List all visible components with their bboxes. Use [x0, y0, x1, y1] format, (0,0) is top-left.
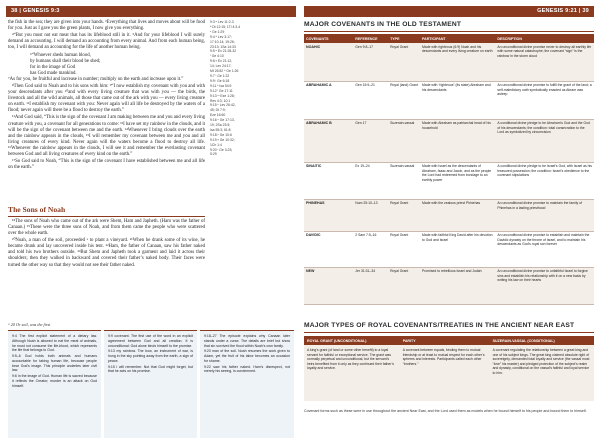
poem-line: by humans shall their blood be shed;: [30, 58, 101, 64]
table-row: [304, 162, 594, 199]
covenant-type: Suzerain-vassal: [388, 119, 420, 162]
study-note: 9:6 in the image of God. Human life is sacred because it reflects the Creator; murder is an attack on God himself.: [12, 374, 97, 388]
covenant-type: Royal (land) Grant: [388, 81, 420, 119]
covenant-reference: Ex 19–24: [353, 162, 388, 199]
xref-line: 17:10-14; 19:26;: [210, 39, 235, 44]
covenant-type: Royal Grant: [388, 199, 420, 231]
covenant-name: ABRAHAMIC A: [304, 81, 353, 119]
covenant-description: A conditional divine pledge to be Israel’s God, with Israel as his treasured possession; the condition: Israel’s obedience to the covenant stipulations: [495, 162, 594, 199]
covenant-type: Royal Grant: [388, 231, 420, 267]
study-note: 9:5–6 God holds both animals and humans accountable for taking human life, because people bear God’s image. This principle underlies later civil law.: [12, 354, 97, 373]
parity-description: A covenant between equals, binding them to mutual friendship or at least to mutual respect for each other’s spheres and interests. Participants called each other “brothers.”: [400, 345, 490, 401]
running-header-right: GENESIS 9:21 | 39: [304, 6, 594, 17]
xref-line: 9:12 ˡ Ge 17:11: [210, 88, 233, 93]
covenants-table-title: MAJOR COVENANTS IN THE OLD TESTAMENT: [304, 21, 462, 28]
covenant-participant: Made with faithful King David after his devotion to God and Israel: [420, 231, 495, 267]
covenant-reference: 2 Sam 7:5–16: [353, 231, 388, 267]
column-header: SUZERAIN-VASSAL (CONDITIONAL): [490, 336, 594, 345]
covenant-participant: Made with Israel as the descendants of Abraham, Isaac and Jacob, and as the people the Lord had redeemed from bondage to an earthly power: [420, 162, 495, 199]
verse-paragraph: ²⁰Noah, a man of the soil, proceeded ᵃ to plant a vineyard. ²¹When he drank some of its wine, he became drunk and lay uncovered inside his tent. ²²Ham, the father of Canaan, saw his father naked and told his two brothers outside. ²³But Shem and Japheth took a garment and laid it across their shoulders; then they walked in backward and covered their father’s naked body. Their faces were turned the other way so that they would not see their father naked.: [8, 238, 205, 268]
study-note: 9:20 man of the soil. Noah resumes the work given to Adam, yet the fruit of his labor becomes an occasion for shame.: [204, 349, 290, 363]
xref-line: 9:6 ᵍ Ex 21:12,: [210, 59, 233, 64]
xref-line: Mt 26:52 ʰ Ge 1:26: [210, 69, 239, 74]
column-header: PARTICIPANT: [420, 34, 495, 43]
verse-paragraph: ¹⁸The sons of Noah who came out of the ark were Shem, Ham and Japheth. (Ham was the father of Canaan.) ¹⁹These were the three sons of Noah, and from them came the people who were scattered over the whole earth.: [8, 219, 205, 237]
section-divider: [8, 216, 205, 217]
table-row: [304, 199, 594, 231]
poem-line: ⁶“Whoever sheds human blood,: [30, 52, 91, 58]
table-note: Covenant forms such as these were in use throughout the ancient Near East, and the Lord used them as models when he bound himself to his people and bound them to himself.: [304, 409, 587, 413]
xref-line: 9:15 ⁿ Lev 26:42,: [210, 103, 236, 108]
table-header-row: [304, 34, 594, 43]
verse-paragraph: ¹²And God said, “This is the sign of the covenant I am making between me and you and every living creature with you, a covenant for all generations to come: ¹³I have set my rainbow in the clouds, and it will be the sign of the covenant between me and the earth. ¹⁴Whenever I bring clouds over the earth and the rainbow appears in the clouds, ¹⁵I will remember my covenant between me and you and all living creatures of every kind. Never again will the waters become a flood to destroy all life. ¹⁶Whenever the rainbow appears in the clouds, I will see it and remember the everlasting covenant between God and all living creatures of every kind on the earth.”: [8, 115, 205, 157]
poem-line: for in the image of God: [30, 64, 76, 70]
covenant-name: ABRAHAMIC B: [304, 119, 353, 162]
verse-paragraph: ⁷As for you, be fruitful and increase in number; multiply on the earth and increase upon it.”: [8, 76, 184, 82]
covenant-name: NEW: [304, 267, 353, 304]
xref-line: 5:29: [210, 152, 217, 157]
table-row: [304, 81, 594, 119]
covenant-reference: Num 25:10–13: [353, 199, 388, 231]
verse-paragraph: ⁴“But you must not eat meat that has its lifeblood still in it. ⁵And for your lifeblood I will surely demand an accounting. I will demand an accounting from every animal. And from each human being, too, I will demand an accounting for the life of another human being.: [8, 33, 205, 51]
column-header: ROYAL GRANT (UNCONDITIONAL): [304, 336, 400, 345]
table-row: [304, 231, 594, 267]
covenant-reference: Gen 9:8–17: [353, 43, 388, 81]
xref-line: Isa 55:3; 61:8: [210, 127, 231, 132]
royal-grant-description: A king’s grant (of land or some other benefit) to a loyal servant for faithful or exceptional service. The grant was normally perpetual and unconditional, but the servant’s heirs benefited from it only as they continued their father’s loyalty and service.: [304, 345, 400, 401]
covenant-participant: Made with Abraham as patriarchal head of his household: [420, 119, 495, 162]
covenant-type: Suzerain-vassal: [388, 162, 420, 199]
xref-line: 9:18 ᵖ Ge 10:6: [210, 132, 232, 137]
poem-line: has God made mankind.: [30, 70, 77, 76]
study-note: 9:13 my rainbow. The bow, an instrument of war, is hung in the sky pointing away from the earth, a sign of peace.: [108, 349, 193, 363]
xref-line: 9:20 ʳ Ge 3:23;: [210, 147, 233, 152]
study-notes-column-2: [104, 330, 197, 438]
xref-line: 19; 2Sa 23:5;: [210, 123, 231, 128]
covenant-description: An unconditional divine promise to establish and maintain the Davidic dynasty on the throne of Israel, and to maintain his descendants as God’s royal son forever: [495, 231, 594, 267]
table-row: [304, 43, 594, 81]
xref-line: 14; Lev 24:17;: [210, 64, 232, 69]
xref-line: 9:4 ᵈ Lev 3:17;: [210, 34, 232, 39]
xref-line: Rev 4:3; 10:1: [210, 98, 231, 103]
xref-line: 9:3 ᵃ Lev 11:2-3: [210, 20, 234, 24]
royal-types-title: MAJOR TYPES OF ROYAL COVENANTS/TREATIES IN THE ANCIENT NEAR EAST: [304, 322, 575, 329]
covenant-reference: Gen 15:9–21: [353, 81, 388, 119]
xref-line: 9:9 ʲ Ge 6:18: [210, 78, 230, 83]
covenant-type: Royal Grant: [388, 43, 420, 81]
xref-line: ᵇ Dt 12:15; 1Ti 4:3-4: [210, 24, 241, 29]
column-header: COVENANTS: [304, 34, 353, 43]
covenant-participant: Made with righteous (6:9) Noah and his descendants and every living creature on earth: [420, 43, 495, 81]
study-notes-column-1: [8, 330, 101, 438]
covenant-name: DAVIDIC: [304, 231, 353, 267]
xref-line: 9:11 ᵏ Isa 54:9: [210, 83, 232, 88]
column-header: TYPE: [388, 34, 420, 43]
study-note: 9:9 covenant. The first use of the word in an explicit agreement between God and all creation. It is unconditional: God alone binds himself to the promise.: [108, 334, 193, 348]
table-row: [304, 345, 594, 401]
verse-paragraph: the fish in the sea; they are given into your hands. ³Everything that lives and moves about will be food for you. Just as I gave you the green plants, I now give you everything.: [8, 20, 205, 32]
footnote: ᵃ 20 Or soil, was the first: [8, 322, 51, 327]
royal-types-table: [304, 336, 594, 401]
column-header: PARITY: [400, 336, 490, 345]
xref-line: ᶠ Ge 4:10: [210, 54, 224, 59]
verse-paragraph: ⁸Then God said to Noah and to his sons with him: ⁹“I now establish my covenant with you and with your descendants after you ¹⁰and with every living creature that was with you — the birds, the livestock and all the wild animals, all those that came out of the ark with you — every living creature on earth. ¹¹I establish my covenant with you: Never again will all life be destroyed by the waters of a flood; never again will there be a flood to destroy the earth.”: [8, 84, 205, 114]
covenant-participant: Made with “righteous” (its state) Abraham and his descendants: [420, 81, 495, 119]
table-header-row: [304, 336, 594, 345]
covenant-name: PHINEHAS: [304, 199, 353, 231]
covenant-type: Royal Grant: [388, 267, 420, 304]
xref-line: 1Ch 1:4: [210, 142, 222, 147]
covenant-description: A conditional divine pledge to be Abraham’s God and the God of his descendants; the condition: total consecration to the Lord as symbolized by circumcision: [495, 119, 594, 162]
xref-line: 9:19 ᵍ Ge 10:32;: [210, 137, 235, 142]
table-row: [304, 119, 594, 162]
covenant-reference: Jer 31:31–34: [353, 267, 388, 304]
study-note: 9:18–27 The episode explains why Canaan later stands under a curse. The details are brief but show that sin survived the flood within Noah’s own family.: [204, 334, 290, 348]
column-header: DESCRIPTION: [495, 34, 594, 43]
covenant-description: An unconditional divine promise to fulfill the grant of the land; a self-maledictory oath symbolically enacted as Abram was asleep: [495, 81, 594, 119]
covenant-name: SINAITIC: [304, 162, 353, 199]
covenant-description: An unconditional divine promise to maintain the family of Phinehas in a lasting priesthood: [495, 199, 594, 231]
running-header-left: 38 | GENESIS 9:3: [6, 6, 296, 17]
study-note: 9:4 The first explicit statement of a dietary law. Although Noah is allowed to eat the meat of animals, he must not consume the life-blood, which represents the life that belongs to God.: [12, 334, 97, 353]
table-row: [304, 267, 594, 304]
xref-line: 23:13; 1Sa 14:33: [210, 44, 236, 49]
covenant-description: An unconditional divine promise to unfaithful Israel to forgive sins and establish his relationship with it on a new basis by writing his law on their hearts: [495, 267, 594, 304]
xref-line: Eze 16:60: [210, 113, 226, 118]
xref-line: 9:5 ᵉ Ex 21:28-32: [210, 49, 237, 54]
scripture-text-lower: [8, 219, 205, 270]
study-note: 9:15 I will remember. Not that God might forget, but that he acts on his promise.: [108, 364, 193, 374]
column-header: REFERENCE: [353, 34, 388, 43]
covenant-reference: Gen 17: [353, 119, 388, 162]
covenant-name: NOAHIC: [304, 43, 353, 81]
covenant-participant: Made with the zealous priest Phinehas: [420, 199, 495, 231]
study-note: 9:22 saw his father naked. Ham’s disrespect, not merely his seeing, is condemned.: [204, 364, 290, 374]
xref-line: 9:16 ᵒ Ge 17:13,: [210, 118, 235, 123]
xref-line: 9:13 ᵐ Eze 1:28;: [210, 93, 235, 98]
scripture-text: [8, 20, 205, 172]
section-heading: The Sons of Noah: [8, 205, 66, 214]
covenants-table: [304, 34, 594, 305]
title-rule: [304, 332, 594, 333]
cross-references: [210, 20, 294, 157]
xref-line: 9:7 ⁱ Ge 1:22: [210, 73, 230, 78]
covenant-participant: Promised to rebellious Israel and Judah: [420, 267, 495, 304]
xref-line: 45; Dt 7:9;: [210, 108, 226, 113]
title-rule: [304, 31, 594, 32]
suzerain-vassal-description: A covenant regulating the relationship between a great king and one of his subject kings. The great king claimed absolute right of sovereignty, demanded total loyalty and service (the vassal must “love” his master) and pledged protection of the subject’s realm and dynasty, conditional on the vassal’s faithful and loyal service to him.: [490, 345, 594, 401]
xref-line: ᶜ Ge 1:29: [210, 29, 225, 34]
study-notes-column-3: [200, 330, 294, 438]
covenant-description: An unconditional divine promise never to destroy all earthly life with some natural catastrophe; the covenant “sign” is the rainbow in the storm cloud: [495, 43, 594, 81]
verse-paragraph: ¹⁷So God said to Noah, “This is the sign of the covenant I have established between me and all life on the earth.”: [8, 158, 205, 171]
